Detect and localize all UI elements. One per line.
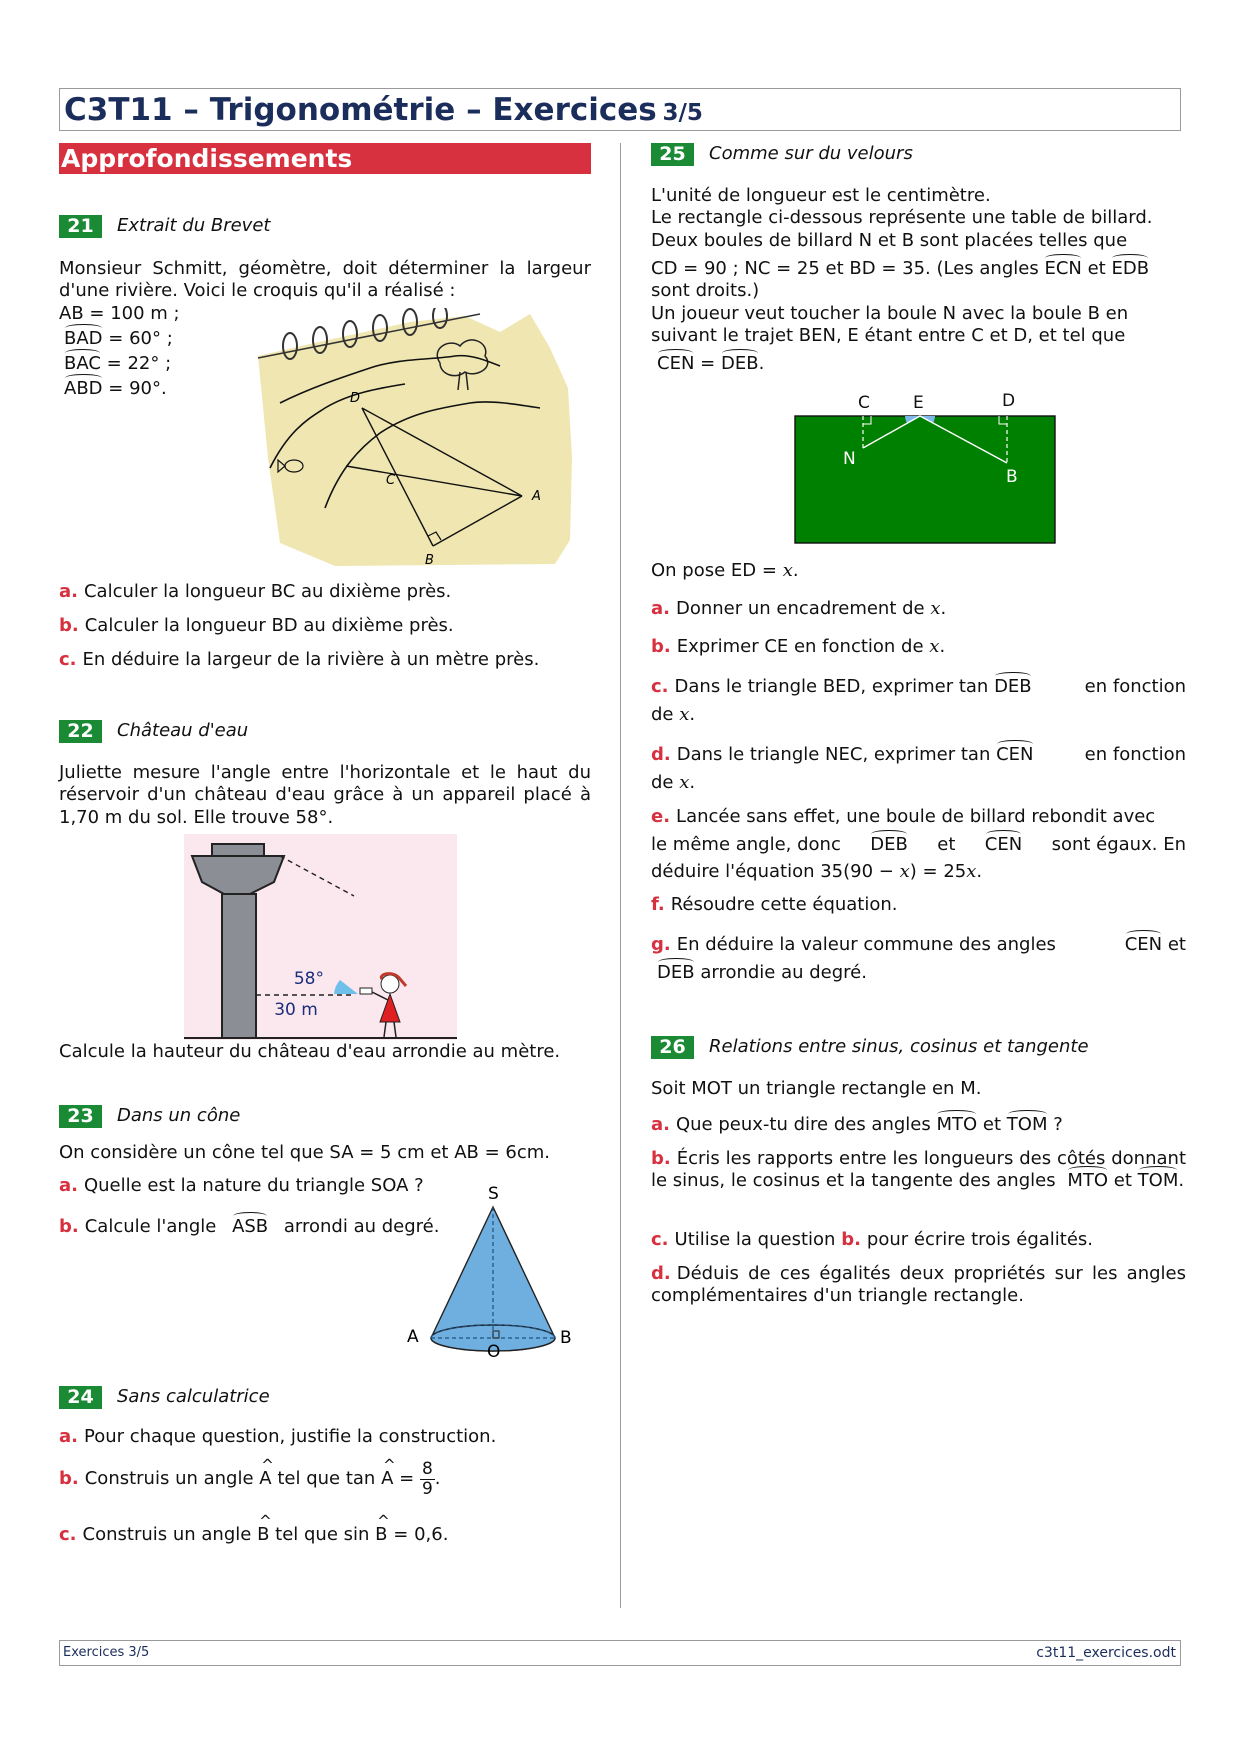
question-label: d. (651, 1263, 671, 1284)
cone-label-a: A (407, 1327, 419, 1347)
question-label: c. (59, 1524, 77, 1545)
question-text: Dans le triangle BED, exprimer tan (674, 676, 989, 697)
sketch-label-c: C (386, 473, 396, 488)
period: . (792, 560, 799, 581)
ex23-question-a (59, 1175, 424, 1197)
exercise-number: 21 (59, 215, 102, 238)
angle-cen: CEN (984, 834, 1023, 856)
intro-line: Deux boules de billard N et B sont placées telles que (651, 229, 1128, 251)
river-sketch (250, 308, 575, 570)
exercise-22-question: Calcule la hauteur du château d'eau arrondie au mètre. (59, 1041, 561, 1062)
question-text: Donner un encadrement de (675, 598, 925, 619)
exercise-23-intro: On considère un cône tel que SA = 5 cm et AB = 6cm. (59, 1142, 551, 1163)
question-part (1125, 934, 1186, 956)
question-text: et (937, 834, 956, 856)
ex24-question-a (59, 1426, 496, 1448)
question-text-end: = 0,6. (393, 1524, 449, 1545)
page-header (59, 88, 1181, 131)
water-tower-figure (184, 834, 457, 1040)
ex21-question-a (59, 581, 451, 603)
question-text: et (982, 1114, 1002, 1135)
question-text: Que peux-tu dire des angles (675, 1114, 931, 1135)
question-text: Exprimer CE en fonction de (676, 636, 924, 657)
variable-x: x (679, 772, 690, 794)
angle-mto: MTO (1067, 1170, 1109, 1192)
ex24-question-b (59, 1460, 441, 1498)
reservoir-top (212, 844, 264, 856)
question-text-end: pour écrire trois égalités. (866, 1229, 1094, 1250)
exercise-number: 25 (651, 143, 694, 166)
exercise-21-intro: Monsieur Schmitt, géomètre, doit déterminer la largeur d'une rivière. Voici le croquis qu'il a réalisé : (59, 258, 591, 302)
exercise-number: 24 (59, 1386, 102, 1409)
label-n: N (843, 449, 856, 469)
exercise-title: Comme sur du velours (709, 143, 913, 165)
fraction-denominator: 9 (421, 1478, 433, 1499)
question-part (651, 676, 1032, 698)
angle-a-hat-2: ^ A (381, 1468, 393, 1490)
question-text: déduire l'équation 35(90 (651, 860, 874, 882)
exercise-25-intro (651, 185, 1186, 376)
angle-b-hat: ^ B (257, 1524, 269, 1546)
angle-asb: ASB (232, 1216, 269, 1237)
question-text: Utilise la question (674, 1229, 836, 1250)
cone-label-s: S (488, 1185, 499, 1204)
intro-line: Un joueur veut toucher la boule N avec la boule B en (651, 302, 1129, 324)
question-label: d. (651, 744, 671, 765)
question-label: b. (59, 1468, 79, 1490)
question-line (651, 676, 1186, 698)
given-ab: AB = 100 m ; (59, 303, 180, 324)
angle-bac: BAC (64, 353, 101, 374)
question-text-end: en fonction (1084, 676, 1186, 697)
cone-label-b: B (560, 1328, 572, 1348)
question-label: a. (59, 581, 78, 602)
angle-cen: CEN (657, 353, 695, 375)
label-e: E (913, 393, 924, 413)
ex26-question-b (651, 1148, 1186, 1193)
footer-filename: c3t11_exercices.odt (1036, 1645, 1176, 1661)
ex25-question-g (651, 934, 1186, 985)
question-label: c. (651, 1229, 669, 1250)
ex21-question-c (59, 649, 539, 671)
question-label: b. (651, 1148, 671, 1169)
sketch-label-b: B (425, 553, 434, 568)
ex26-question-c (651, 1229, 1093, 1251)
angle-cen: CEN (1124, 934, 1163, 955)
exercise-title: Château d'eau (117, 720, 249, 742)
section-banner: Approfondissements (59, 143, 591, 174)
exercise-title: Dans un cône (117, 1105, 241, 1127)
given-bac-value: = 22° ; (106, 353, 172, 374)
question-label: b. (651, 636, 671, 657)
sketch-label-d: D (350, 391, 361, 406)
exercise-22-heading (59, 720, 248, 743)
variable-x: x (679, 704, 690, 726)
question-line (651, 772, 1186, 794)
question-text: Quelle est la nature du triangle SOA ? (83, 1175, 424, 1196)
intro-line: Le rectangle ci-dessous représente une table de billard. (651, 207, 1153, 229)
question-text: Dans le triangle NEC, exprimer tan (676, 744, 991, 765)
intro-line (651, 258, 1186, 280)
angle-deb: DEB (870, 834, 908, 856)
ex25-question-a (651, 598, 946, 620)
ex25-question-d (651, 744, 1186, 795)
angle-deb: DEB (994, 676, 1032, 697)
question-text: Construis un angle (84, 1468, 254, 1490)
question-text: En déduire la valeur commune des angles (676, 934, 1056, 955)
billiard-figure (790, 390, 1060, 545)
question-text: ) = 25 (909, 860, 967, 882)
notepad-paper (258, 314, 572, 566)
question-label: g. (651, 934, 671, 955)
question-text: Construis un angle (82, 1524, 252, 1545)
question-label: a. (59, 1175, 78, 1196)
angle-abd: ABD (64, 378, 103, 399)
tower-column (222, 894, 256, 1038)
ex26-question-d (651, 1263, 1186, 1308)
question-text: sont égaux. En (1051, 834, 1186, 856)
question-text: Calculer la longueur BD au dixième près. (84, 615, 454, 636)
question-text-mid: tel que sin (275, 1524, 370, 1545)
fraction-numerator: 8 (421, 1459, 433, 1479)
question-label: a. (651, 1114, 670, 1135)
exercise-26-heading (651, 1036, 1089, 1059)
question-text-end: en fonction (1084, 744, 1186, 765)
label-b: B (1006, 467, 1018, 487)
given-bad (64, 328, 173, 350)
exercise-title: Sans calculatrice (117, 1386, 270, 1408)
question-line (651, 962, 1186, 984)
question-label: f. (651, 894, 665, 915)
ex23-question-b (59, 1216, 439, 1238)
angle-a-hat: ^ A (259, 1468, 271, 1490)
girl-head (381, 975, 399, 993)
question-text-end: ? (1053, 1114, 1063, 1135)
ex24-question-c (59, 1524, 448, 1546)
variable-x: x (782, 560, 793, 581)
fraction (420, 1460, 435, 1498)
intro-text: CD = 90 ; NC = 25 et BD = 35. (Les angles (651, 257, 1039, 279)
angle-mto: MTO (936, 1114, 978, 1135)
question-label: c. (59, 649, 77, 670)
variable-x: x (930, 598, 941, 619)
question-text: Écris les rapports entre les longueurs des côtés donnant le sinus, le cosinus et la tangente des angles (651, 1148, 1186, 1192)
question-label: e. (651, 806, 671, 827)
question-line (651, 744, 1186, 766)
intro-line: sont droits.) (651, 280, 760, 302)
minus-sign: − (878, 860, 894, 882)
exercise-26-intro: Soit MOT un triangle rectangle en M. (651, 1078, 982, 1099)
equals-sign: = (700, 353, 716, 375)
intro-text: et (1087, 257, 1106, 279)
intro-line: suivant le trajet BEN, E étant entre C et D, et tel que (651, 324, 1126, 346)
period: . (939, 636, 946, 657)
question-text: et (1167, 934, 1186, 955)
angle-b-hat-2: ^ B (375, 1524, 387, 1546)
angle-tom: TOM (1137, 1170, 1179, 1192)
ex25-question-f (651, 894, 898, 916)
period: . (689, 772, 696, 794)
measuring-device (360, 988, 372, 994)
distance-label: 30 m (274, 1000, 318, 1020)
page-number: 3/5 (662, 100, 703, 126)
angle-ecn: ECN (1044, 257, 1082, 279)
angle-deb: DEB (657, 962, 695, 984)
question-text: Calcule l'angle (84, 1216, 217, 1237)
page-title: C3T11 – Trigonométrie – Exercices (64, 92, 657, 128)
question-line (651, 934, 1186, 956)
sketch-label-a: A (532, 489, 541, 504)
question-line (651, 704, 1186, 726)
angle-bad: BAD (64, 328, 103, 349)
period: . (1178, 1170, 1185, 1192)
cone-label-o: O (487, 1342, 501, 1362)
exercise-23-heading (59, 1105, 240, 1128)
exercise-21-heading (59, 215, 270, 238)
variable-x: x (966, 860, 977, 882)
question-text: de (651, 704, 674, 726)
period: . (434, 1468, 441, 1490)
question-line (651, 861, 1186, 883)
label-c: C (858, 393, 870, 413)
exercise-25-heading (651, 143, 913, 166)
period: . (940, 598, 947, 619)
intro-line (651, 353, 1186, 375)
pose-text: On pose ED = (651, 560, 777, 581)
question-text: et (1113, 1170, 1132, 1192)
question-label: a. (651, 598, 670, 619)
question-text-mid: tel que tan (277, 1468, 376, 1490)
intro-line: L'unité de longueur est le centimètre. (651, 185, 991, 206)
exercise-title: Relations entre sinus, cosinus et tangente (709, 1036, 1089, 1058)
angle-label: 58° (293, 969, 324, 989)
footer-left: Exercices 3/5 (63, 1645, 150, 1660)
question-part (651, 744, 1034, 766)
cone-figure (405, 1185, 580, 1365)
exercise-title: Extrait du Brevet (117, 215, 271, 237)
variable-x: x (929, 636, 940, 657)
question-text: arrondie au degré. (700, 962, 867, 984)
given-bad-value: = 60° ; (108, 328, 173, 349)
angle-edb: EDB (1111, 257, 1150, 279)
question-text: Déduis de ces égalités deux propriétés sur les angles complémentaires d'un triangle rectangle. (651, 1263, 1186, 1307)
question-label: c. (651, 676, 669, 697)
exercise-22-intro: Juliette mesure l'angle entre l'horizontale et le haut du réservoir d'un château d'eau grâce à un appareil placé à 1,70 m du sol. Elle trouve 58°. (59, 762, 591, 828)
question-text: de (651, 772, 674, 794)
question-line (651, 806, 1186, 828)
ex26-question-a (651, 1114, 1063, 1136)
question-label: b. (59, 1216, 79, 1237)
question-text: Résoudre cette équation. (670, 894, 898, 915)
period: . (758, 353, 765, 375)
period: . (689, 704, 696, 726)
label-d: D (1002, 391, 1016, 411)
period: . (976, 860, 983, 882)
question-line (651, 834, 1186, 856)
question-text-end: arrondi au degré. (283, 1216, 440, 1237)
exercise-24-heading (59, 1386, 270, 1409)
exercise-number: 26 (651, 1036, 694, 1059)
angle-deb: DEB (720, 353, 759, 375)
question-ref: b. (841, 1229, 861, 1250)
equals-sign: = (399, 1468, 415, 1490)
ex25-question-c (651, 676, 1186, 727)
page-footer (59, 1640, 1181, 1666)
question-text: En déduire la largeur de la rivière à un mètre près. (82, 649, 540, 670)
question-text: Pour chaque question, justifie la construction. (83, 1426, 497, 1447)
given-abd (64, 378, 167, 400)
angle-cen: CEN (996, 744, 1034, 765)
ex21-question-b (59, 615, 454, 637)
question-text: Calculer la longueur BC au dixième près. (83, 581, 452, 602)
given-abd-value: = 90°. (108, 378, 167, 399)
angle-tom: TOM (1006, 1114, 1048, 1135)
column-divider (620, 143, 621, 1608)
exercise-number: 23 (59, 1105, 102, 1128)
question-text: le même angle, donc (651, 834, 841, 856)
ex25-question-e (651, 806, 1186, 883)
exercise-number: 22 (59, 720, 102, 743)
given-bac (64, 353, 171, 375)
question-text: Lancée sans effet, une boule de billard rebondit avec (676, 806, 1156, 827)
pose-line (651, 560, 799, 582)
question-label: b. (59, 615, 79, 636)
question-label: a. (59, 1426, 78, 1447)
variable-x: x (899, 860, 910, 882)
question-part (651, 934, 1056, 956)
ex25-question-b (651, 636, 945, 658)
